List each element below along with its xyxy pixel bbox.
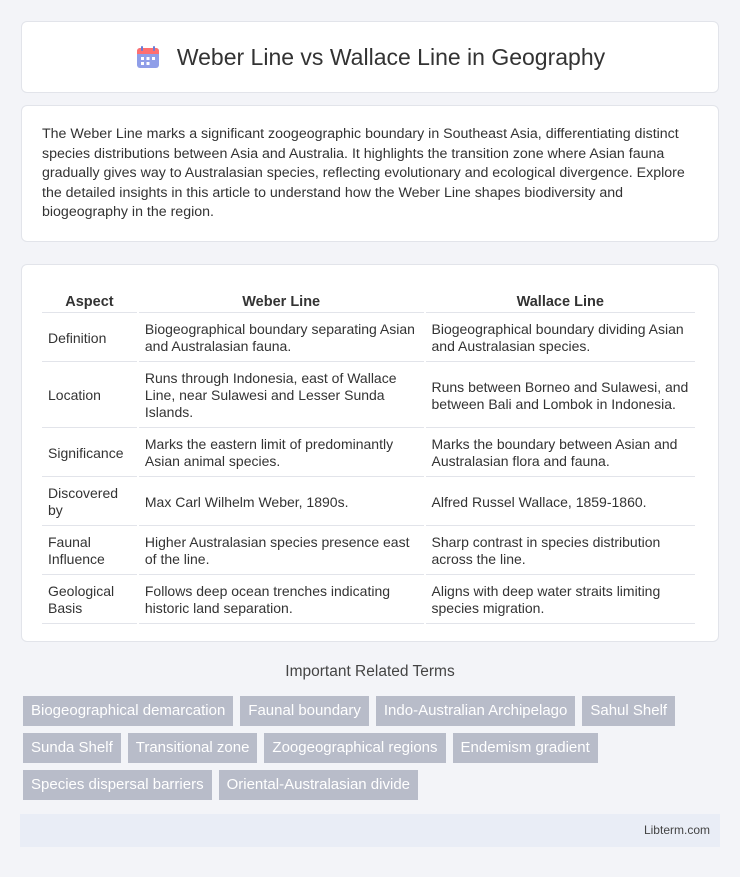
wallace-cell: Alfred Russel Wallace, 1859-1860. [426,479,696,526]
weber-cell: Follows deep ocean trenches indicating historic land separation. [139,577,424,624]
header-wallace: Wallace Line [426,286,696,313]
comparison-card [21,264,719,642]
related-term-tag[interactable]: Transitional zone [128,733,258,763]
intro-text: The Weber Line marks a significant zoogeographic boundary in Southeast Asia, differentiating distinct species distributions between Asia and Australia. It highlights the transition zone where Asian fauna gradually gives way to Australasian species, reflecting evolutionary and ecological divergence. Explore the detailed insights in this article to understand how the Weber Line shapes biodiversity and biogeography in the region. [42,126,685,221]
calendar-icon [135,44,161,70]
page-header [21,21,719,93]
weber-cell: Max Carl Wilhelm Weber, 1890s. [139,479,424,526]
header-aspect: Aspect [42,286,137,313]
related-term-tag[interactable]: Sahul Shelf [582,696,675,726]
footer-site-link[interactable]: Libterm.com [643,823,710,837]
header-weber: Weber Line [139,286,424,313]
aspect-cell: Definition [42,315,137,362]
related-terms-list [23,696,723,800]
aspect-cell: Discovered by [42,479,137,526]
page-title: Weber Line vs Wallace Line in Geography [176,43,606,70]
comparison-table [40,284,697,626]
wallace-cell: Aligns with deep water straits limiting species migration. [426,577,696,624]
intro-card [21,105,719,242]
related-term-tag[interactable]: Faunal boundary [240,696,369,726]
aspect-cell: Location [42,364,137,428]
wallace-cell: Marks the boundary between Asian and Australasian flora and fauna. [426,430,696,477]
related-term-tag[interactable]: Endemism gradient [453,733,598,763]
wallace-cell: Sharp contrast in species distribution across the line. [426,528,696,575]
table-row [42,577,695,624]
weber-cell: Higher Australasian species presence east of the line. [139,528,424,575]
weber-cell: Marks the eastern limit of predominantly Asian animal species. [139,430,424,477]
table-row [42,315,695,362]
aspect-cell: Geological Basis [42,577,137,624]
related-term-tag[interactable]: Oriental-Australasian divide [219,770,418,800]
wallace-cell: Runs between Borneo and Sulawesi, and between Bali and Lombok in Indonesia. [426,364,696,428]
related-term-tag[interactable]: Species dispersal barriers [23,770,212,800]
page-footer [20,814,720,847]
table-header-row [42,286,695,313]
wallace-cell: Biogeographical boundary dividing Asian and Australasian species. [426,315,696,362]
table-row [42,479,695,526]
weber-cell: Biogeographical boundary separating Asian and Australasian fauna. [139,315,424,362]
aspect-cell: Significance [42,430,137,477]
table-row [42,364,695,428]
related-term-tag[interactable]: Biogeographical demarcation [23,696,233,726]
table-row [42,528,695,575]
related-term-tag[interactable]: Zoogeographical regions [264,733,445,763]
aspect-cell: Faunal Influence [42,528,137,575]
related-terms-title: Important Related Terms [285,663,455,680]
table-row [42,430,695,477]
related-term-tag[interactable]: Sunda Shelf [23,733,121,763]
weber-cell: Runs through Indonesia, east of Wallace Line, near Sulawesi and Lesser Sunda Islands. [139,364,424,428]
related-term-tag[interactable]: Indo-Australian Archipelago [376,696,575,726]
